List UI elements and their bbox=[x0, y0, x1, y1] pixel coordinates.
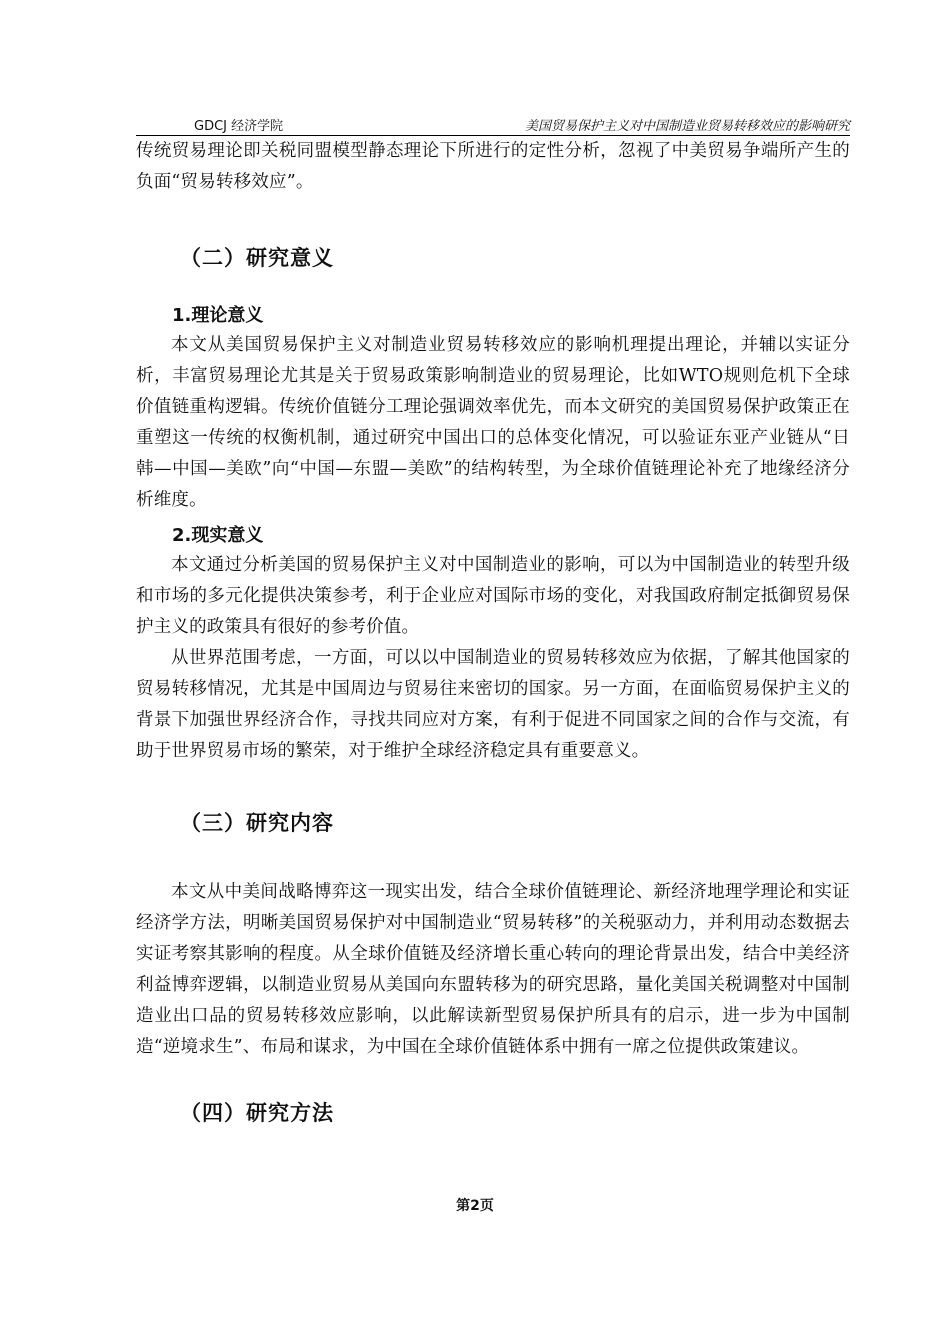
section-title-content: （三）研究内容 bbox=[180, 811, 334, 835]
page-body bbox=[136, 136, 850, 1127]
section-title-methods: （四）研究方法 bbox=[180, 1101, 334, 1125]
header-school: GDCJ 经济学院 bbox=[194, 119, 284, 134]
content-paragraph: 本文从中美间战略博弈这一现实出发，结合全球价值链理论、新经济地理学理论和实证经济学方法，明晰美国贸易保护对中国制造业“贸易转移”的关税驱动力，并利用动态数据去实证考察其影响的程度。从全球价值链及经济增长重心转向的理论背景出发，结合中美经济利益博弈逻辑，以制造业贸易从美国向东盟转移为的研究思路，量化美国关税调整对中国制造业出口品的贸易转移效应影响，以此解读新型贸易保护所具有的启示，进一步为中国制造“逆境求生”、布局和谋求，为中国在全球价值链体系中拥有一席之位提供政策建议。 bbox=[136, 882, 850, 1057]
intro-continuation: 传统贸易理论即关税同盟模型静态理论下所进行的定性分析，忽视了中美贸易争端所产生的负面“贸易转移效应”。 bbox=[136, 141, 850, 192]
page-header bbox=[136, 113, 850, 136]
subsection-title-practice: 2.现实意义 bbox=[172, 525, 264, 546]
page-number: 第2页 bbox=[456, 1198, 494, 1214]
subsection-title-theory: 1.理论意义 bbox=[172, 305, 264, 326]
practice-paragraph-1: 本文通过分析美国的贸易保护主义对中国制造业的影响，可以为中国制造业的转型升级和市场的多元化提供决策参考，利于企业应对国际市场的变化，对我国政府制定抵御贸易保护主义的政策具有很好的参考价值。 bbox=[136, 555, 850, 637]
theory-paragraph: 本文从美国贸易保护主义对制造业贸易转移效应的影响机理提出理论，并辅以实证分析，丰富贸易理论尤其是关于贸易政策影响制造业的贸易理论，比如WTO规则危机下全球价值链重构逻辑。传统价值链分工理论强调效率优先，而本文研究的美国贸易保护政策正在重塑这一传统的权衡机制，通过研究中国出口的总体变化情况，可以验证东亚产业链从“日韩—中国—美欧”向“中国—东盟—美欧”的结构转型，为全球价值链理论补充了地缘经济分析维度。 bbox=[136, 335, 850, 510]
practice-paragraph-2: 从世界范围考虑，一方面，可以以中国制造业的贸易转移效应为依据，了解其他国家的贸易转移情况，尤其是中国周边与贸易往来密切的国家。另一方面，在面临贸易保护主义的背景下加强世界经济合作，寻找共同应对方案，有利于促进不同国家之间的合作与交流，有助于世界贸易市场的繁荣，对于维护全球经济稳定具有重要意义。 bbox=[136, 648, 850, 761]
section-title-significance: （二）研究意义 bbox=[180, 246, 334, 270]
header-paper-title: 美国贸易保护主义对中国制造业贸易转移效应的影响研究 bbox=[524, 119, 850, 134]
